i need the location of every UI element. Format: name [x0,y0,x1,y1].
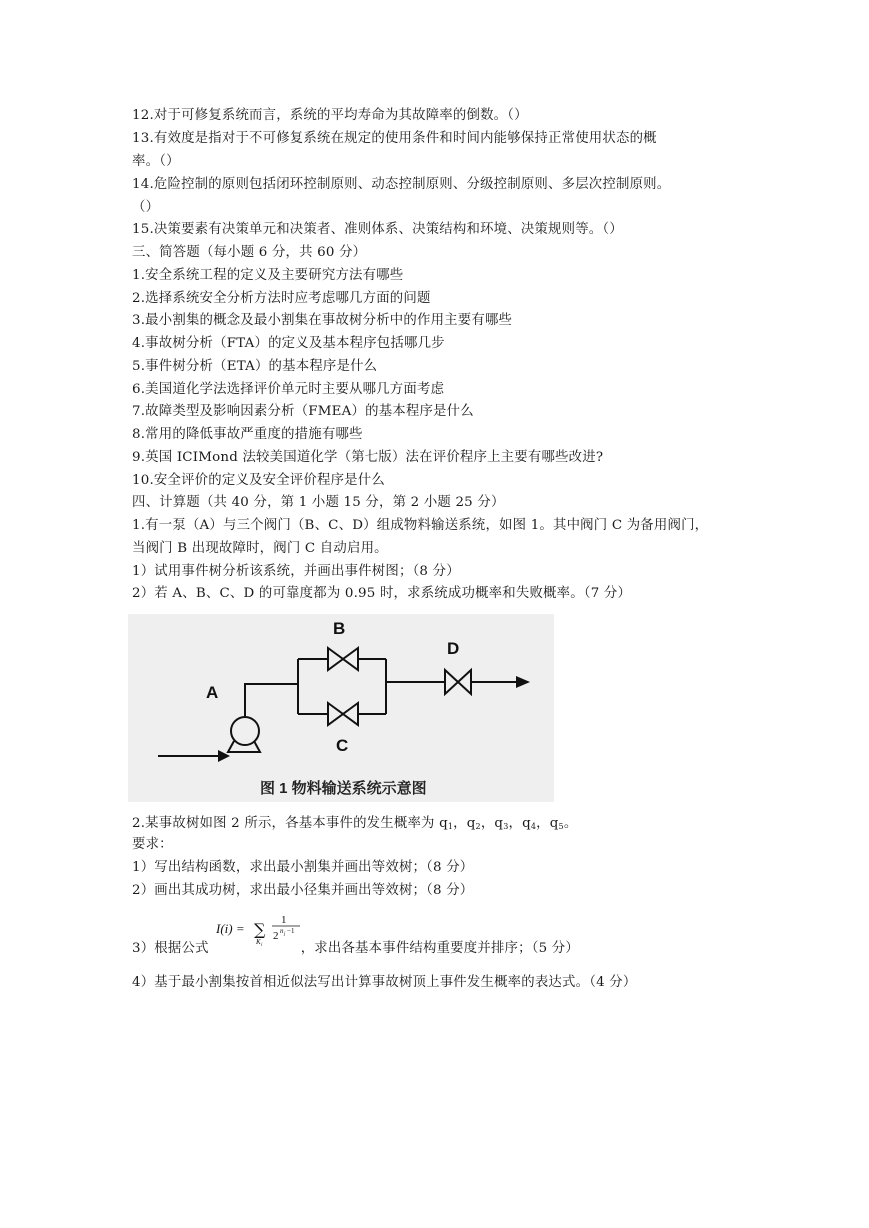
short-answer-4: 4.事故树分析（FTA）的定义及基本程序包括哪几步 [132,336,445,351]
calc-2-part-1: 1）写出结构函数，求出最小割集并画出等效树；（8 分） [132,860,474,875]
short-answer-3: 3.最小割集的概念及最小割集在事故树分析中的作用主要有哪些 [132,313,513,328]
label-valve-d: D [447,639,460,658]
calc-2-part-2: 2）画出其成功树，求出最小径集并画出等效树；（8 分） [132,883,474,898]
question-12: 12.对于可修复系统而言，系统的平均寿命为其故障率的倒数。（） [132,108,528,123]
label-pump-a: A [206,683,219,702]
prob-q2: $q_2$ [466,816,481,831]
svg-text:I(i) =: I(i) = [216,921,245,936]
calc-1-part-2: 2）若 A、B、C、D 的可靠度都为 0.95 时，求系统成功概率和失败概率。（7 分） [132,586,632,601]
question-15: 15.决策要素有决策单元和决策者、准则体系、决策结构和环境、决策规则等。（） [132,222,623,237]
question-13: 13.有效度是指对于不可修复系统在规定的使用条件和时间内能够保持正常使用状态的概 [132,131,657,146]
short-answer-7: 7.故障类型及影响因素分析（FMEA）的基本程序是什么 [132,404,474,419]
short-answer-9: 9.英国 ICIMond 法较美国道化学（第七版）法在评价程序上主要有哪些改进? [132,450,604,465]
figure-1-transport-system [128,614,554,802]
svg-text:j: j [284,932,286,937]
question-14: 14.危险控制的原则包括闭环控制原则、动态控制原则、分级控制原则、多层次控制原则。 [132,177,671,192]
prob-q5: $q_5$ [549,816,564,831]
short-answer-10: 10.安全评价的定义及安全评价程序是什么 [132,473,385,488]
calc-2-intro: 2.某事故树如图 2 所示，各基本事件的发生概率为 $q_1$，$q_2$，$q_3$，$q_4$，$q_5$。 [132,816,578,831]
calc-2-part-3: 3）根据公式 ，求出各基本事件结构重要度并排序；（5 分） [132,941,579,956]
svg-text:2: 2 [273,930,279,942]
svg-text:−1: −1 [287,927,295,935]
figure-1-diagram [128,614,554,802]
svg-text:∑: ∑ [254,920,266,939]
calc-1-cont: 当阀门 B 出现故障时，阀门 C 自动启用。 [132,541,388,556]
calc-1: 1.有一泵（A）与三个阀门（B、C、D）组成物料输送系统，如图 1。其中阀门 C 为备用阀门， [132,518,709,533]
prob-q3: $q_3$ [494,816,509,831]
calc-2-part-4: 4）基于最小割集按首相近似法写出计算事故树顶上事件发生概率的表达式。（4 分） [132,975,637,990]
calc-2-intro-text: 2.某事故树如图 2 所示，各基本事件的发生概率为 [132,816,440,831]
svg-text:1: 1 [281,914,287,926]
short-answer-5: 5.事件树分析（ETA）的基本程序是什么 [132,359,378,374]
calc-2-requirements: 要求： [132,837,173,852]
short-answer-6: 6.美国道化学法选择评价单元时主要从哪几方面考虑 [132,382,445,397]
section-heading-short-answer: 三、简答题（每小题 6 分，共 60 分） [132,245,367,260]
question-13-cont: 率。（） [132,154,180,169]
short-answer-8: 8.常用的降低事故严重度的措施有哪些 [132,427,363,442]
question-14-cont: （） [132,200,160,215]
label-valve-c: C [336,736,349,755]
label-valve-b: B [333,619,346,638]
short-answer-2: 2.选择系统安全分析方法时应考虑哪几方面的问题 [132,291,431,306]
calc-1-part-1: 1）试用事件树分析该系统，并画出事件树图；（8 分） [132,564,460,579]
svg-text:j: j [261,943,263,946]
figure-1-caption: 图 1 物料输送系统示意图 [260,780,427,797]
prob-q4: $q_4$ [522,816,537,831]
section-heading-calculation: 四、计算题（共 40 分，第 1 小题 15 分，第 2 小题 25 分） [132,495,505,510]
prob-q1: $q_1$ [439,816,454,831]
svg-text:K: K [256,938,261,946]
svg-text:n: n [280,927,284,935]
short-answer-1: 1.安全系统工程的定义及主要研究方法有哪些 [132,268,404,283]
